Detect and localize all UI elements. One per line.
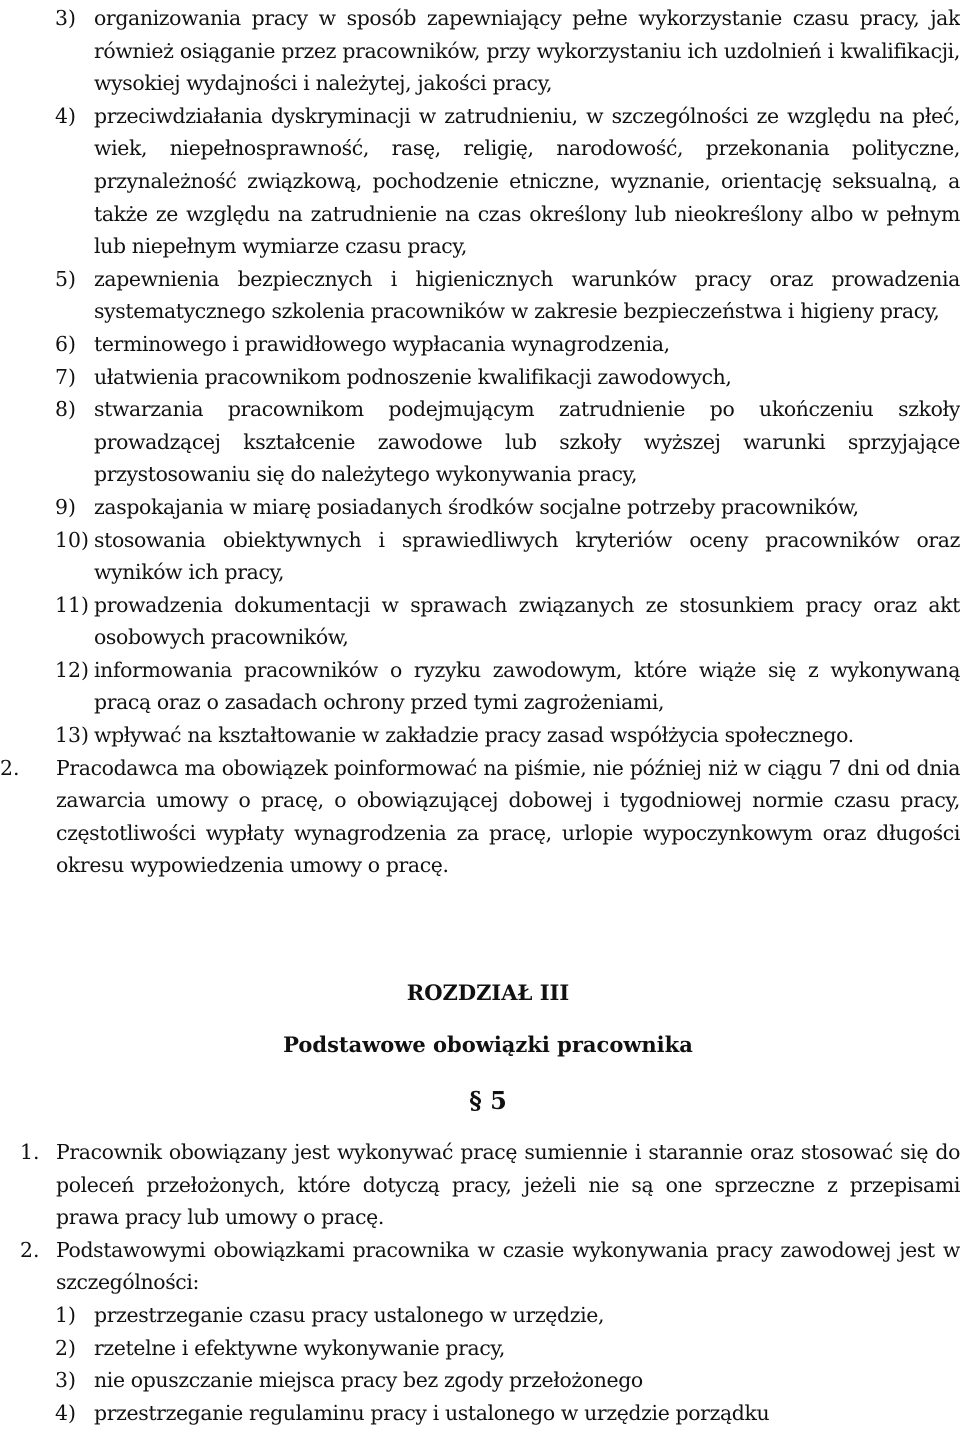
list-item-number: 4) (55, 1400, 76, 1425)
list-item (0, 1397, 960, 1429)
section-heading: § 5 (469, 1086, 507, 1115)
paragraph-point (0, 1234, 960, 1299)
list-item-text: stosowania obiektywnych i sprawiedliwych kryteriów oceny pracowników oraz wyników ich pracy, (94, 527, 960, 585)
list-item (0, 361, 960, 394)
list-item-number: 8) (55, 397, 76, 422)
list-item-text: przestrzeganie czasu pracy ustalonego w urzędzie, (94, 1302, 605, 1327)
list-item-text: ułatwienia pracownikom podnoszenie kwalifikacji zawodowych, (94, 364, 732, 389)
list-item (0, 524, 960, 589)
list-item (0, 100, 960, 263)
chapter-subtitle: Podstawowe obowiązki pracownika (283, 1032, 693, 1057)
list-item (0, 1364, 960, 1397)
list-item (0, 491, 960, 524)
paragraph-text: Pracownik obowiązany jest wykonywać pracę sumiennie i starannie oraz stosować się do poleceń przełożonych, które dotyczą pracy, jeżeli nie są one sprzeczne z przepisami prawa pracy lub umowy o pracę. (56, 1140, 960, 1230)
list-item (0, 328, 960, 361)
list-item (0, 719, 960, 752)
list-item-number: 3) (55, 1368, 76, 1393)
list-item-number: 2) (55, 1335, 76, 1360)
list-item-text: przeciwdziałania dyskryminacji w zatrudnieniu, w szczególności ze względu na płeć, wiek, niepełnosprawność, rasę, religię, narodowość, przekonania polityczne, przynależność związkową, pochodzenie etniczne, wyznanie, orientację seksualną, a także ze względu na zatrudnienie na czas określony lub nieokreślony albo w pełnym lub niepełnym wymiarze czasu pracy, (94, 103, 960, 259)
list-item (0, 2, 960, 100)
list-item-number: 3) (55, 6, 76, 30)
list-item-text: informowania pracowników o ryzyku zawodowym, które wiąże się z wykonywaną pracą oraz o zasadach ochrony przed tymi zagrożeniami, (94, 657, 960, 715)
chapter-title: ROZDZIAŁ III (406, 980, 570, 1005)
list-item-text: zapewnienia bezpiecznych i higienicznych warunków pracy oraz prowadzenia systematycznego szkolenia pracowników w zakresie bezpieczeństwa i higieny pracy, (94, 266, 960, 324)
list-item (0, 1332, 960, 1365)
list-item-text: wpływać na kształtowanie w zakładzie pracy zasad współżycia społecznego. (94, 723, 854, 748)
paragraph-number: 2. (20, 1237, 40, 1262)
list-item (0, 654, 960, 719)
list-item-number: 13) (55, 723, 89, 748)
paragraph-number: 2. (0, 755, 20, 780)
list-item (0, 1299, 960, 1332)
list-item-text: organizowania pracy w sposób zapewniający pełne wykorzystanie czasu pracy, jak również osiąganie przez pracowników, przy wykorzystaniu ich uzdolnień i kwalifikacji, wysokiej wydajności i należytej, jakości pracy, (94, 6, 960, 96)
paragraph-number: 1. (20, 1140, 40, 1164)
paragraph-point (0, 752, 960, 882)
list-item-text: nie opuszczanie miejsca pracy bez zgody przełożonego (94, 1368, 643, 1393)
list-item-number: 7) (55, 364, 76, 389)
paragraph-point (0, 1136, 960, 1234)
list-item-text: rzetelne i efektywne wykonywanie pracy, (94, 1335, 505, 1360)
list-item-number: 5) (55, 266, 76, 291)
list-item-text: przestrzeganie regulaminu pracy i ustalonego w urzędzie porządku (94, 1400, 770, 1425)
paragraph-text: Podstawowymi obowiązkami pracownika w czasie wykonywania pracy zawodowej jest w szczególności: (56, 1237, 960, 1295)
list-item-number: 10) (55, 527, 89, 552)
list-item-number: 4) (55, 103, 76, 128)
list-item-number: 12) (55, 657, 89, 682)
list-item (0, 263, 960, 328)
list-item-text: prowadzenia dokumentacji w sprawach związanych ze stosunkiem pracy oraz akt osobowych pracowników, (94, 592, 960, 650)
list-item-number: 11) (55, 592, 89, 617)
employer-duties-list (0, 2, 960, 882)
employee-duties-section (0, 1136, 960, 1429)
list-item-number: 9) (55, 494, 76, 519)
list-item-text: zaspokajania w miarę posiadanych środków socjalne potrzeby pracowników, (94, 494, 859, 519)
list-item (0, 589, 960, 654)
list-item-number: 1) (55, 1302, 76, 1327)
list-item-text: stwarzania pracownikom podejmującym zatrudnienie po ukończeniu szkoły prowadzącej kształcenie zawodowe lub szkoły wyższej warunki sprzyjające przystosowaniu się do należytego wykonywania pracy, (94, 397, 960, 487)
paragraph-text: Pracodawca ma obowiązek poinformować na piśmie, nie później niż w ciągu 7 dni od dnia zawarcia umowy o pracę, o obowiązującej dobowej i tygodniowej normie czasu pracy, częstotliwości wypłaty wynagrodzenia za pracę, urlopie wypoczynkowym oraz długości okresu wypowiedzenia umowy o pracę. (56, 755, 960, 878)
list-item-text: terminowego i prawidłowego wypłacania wynagrodzenia, (94, 331, 670, 356)
list-item (0, 393, 960, 491)
list-item-number: 6) (55, 331, 76, 356)
